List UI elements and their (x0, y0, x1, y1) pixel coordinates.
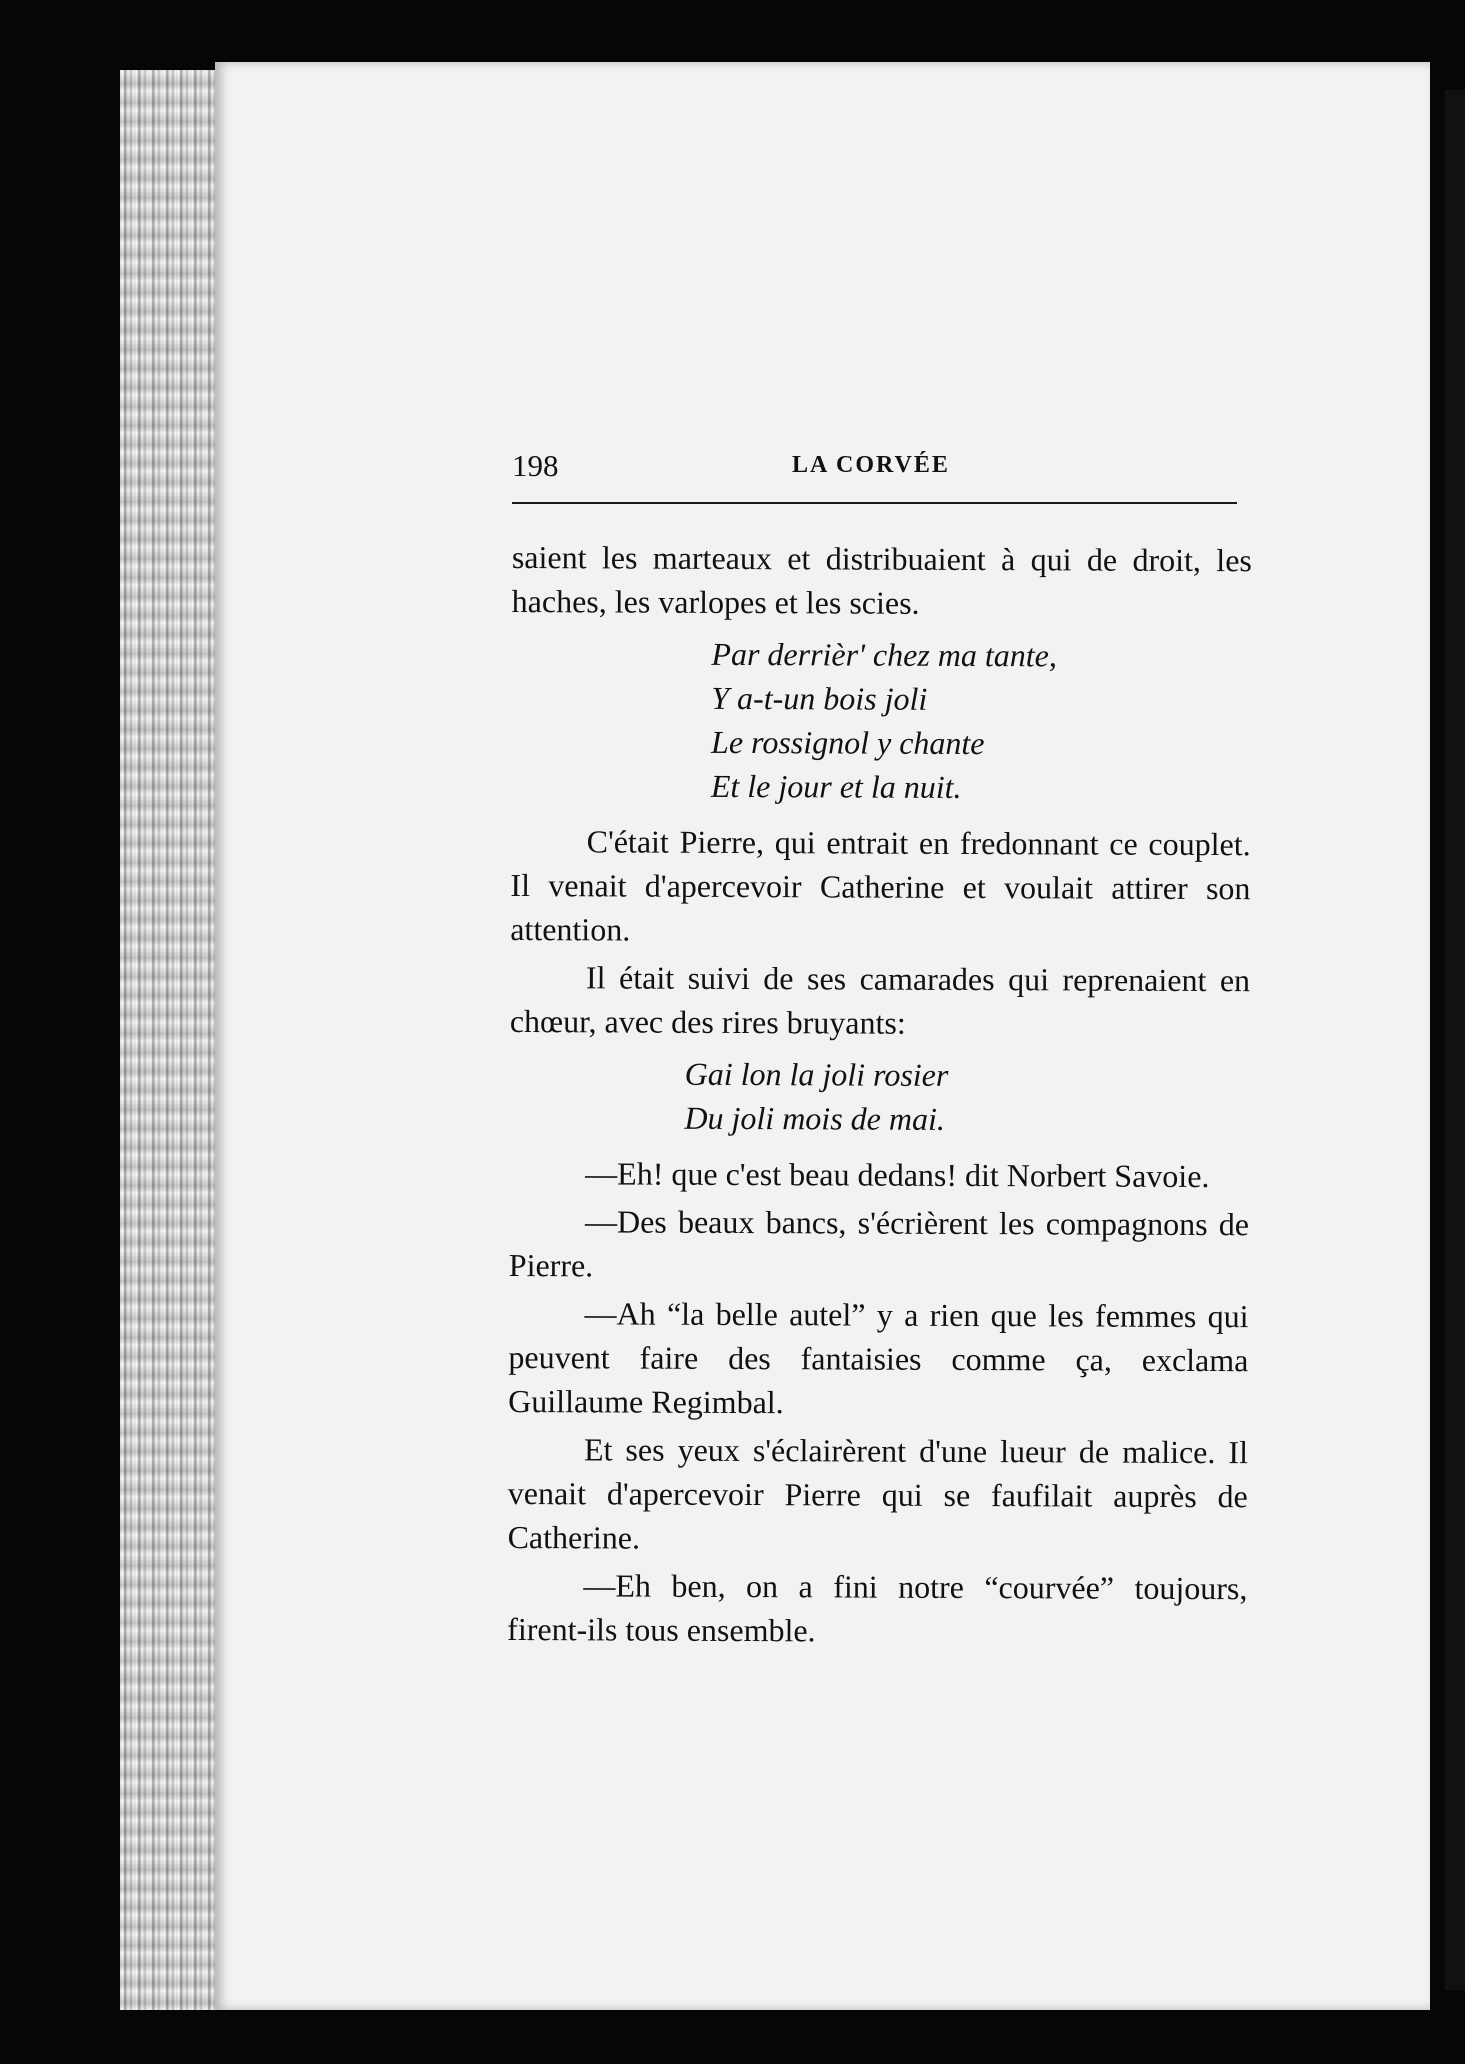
paragraph-7: Et ses yeux s'éclairèrent d'une lueur de malice. Il venait d'apercevoir Pierre qui se faufilait auprès de Catherine. (507, 1431, 1249, 1556)
verse-2 (509, 1051, 1249, 1142)
page-body (507, 535, 1252, 1654)
verse-line: Et le jour et la nuit. (710, 767, 962, 805)
header-rule (512, 502, 1237, 504)
paragraph-1: saient les marteaux et distribuaient à qui de droit, les haches, les varlopes et les scies. (511, 538, 1252, 621)
verse-line: Par derrièr' chez ma tante, (711, 635, 1058, 674)
page-header (512, 448, 1237, 498)
paragraph-8: —Eh ben, on a fini notre “courvée” toujours, firent-ils tous ensemble. (507, 1567, 1248, 1649)
verse-line: Le rossignol y chante (711, 723, 985, 762)
book-page-edges (120, 70, 230, 2010)
book-right-edge (1445, 90, 1465, 1990)
paragraph-5: —Des beaux bancs, s'écrièrent les compagnons de Pierre. (508, 1203, 1250, 1284)
paragraph-2: C'était Pierre, qui entrait en fredonnant ce couplet. Il venait d'apercevoir Catherine et voulait attirer son attention. (510, 823, 1251, 948)
page-number: 198 (512, 448, 559, 483)
verse-line: Du joli mois de mai. (684, 1099, 945, 1137)
verse-1 (511, 631, 1252, 810)
running-head: LA CORVÉE (792, 452, 950, 478)
verse-line: Gai lon la joli rosier (684, 1055, 949, 1093)
paragraph-3: Il était suivi de ses camarades qui reprenaient en chœur, avec des rires bruyants: (509, 959, 1251, 1041)
verse-line: Y a-t-un bois joli (711, 679, 928, 717)
paragraph-4: —Eh! que c'est beau dedans! dit Norbert Savoie. (585, 1155, 1210, 1195)
paragraph-6: —Ah “la belle autel” y a rien que les femmes qui peuvent faire des fantaisies comme ça, exclama Guillaume Regimbal. (508, 1295, 1249, 1421)
